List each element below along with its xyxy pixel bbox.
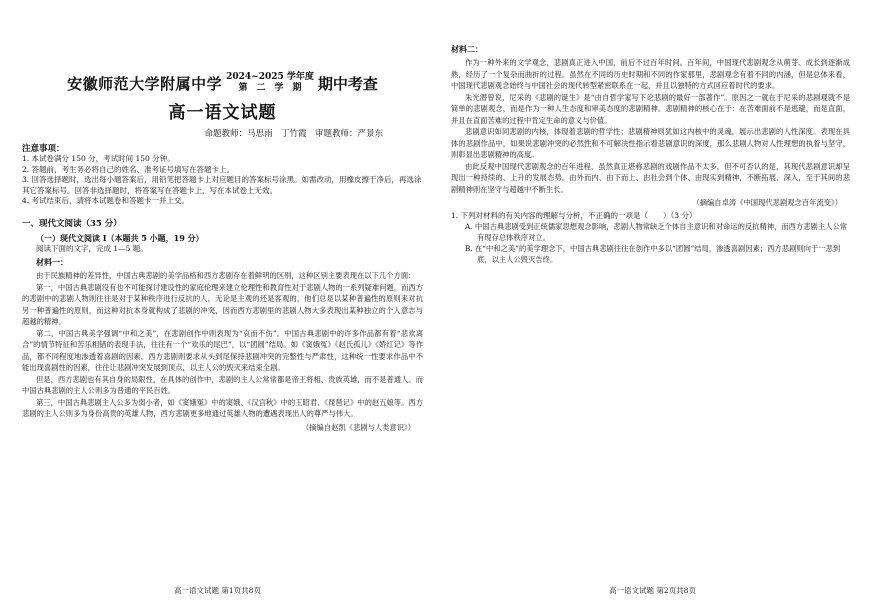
exam-header xyxy=(22,72,423,94)
section-heading: 一、现代文阅读（35 分） xyxy=(22,218,122,229)
paragraph: 作为一种外来的文学观念，悲剧真正进入中国，前后不过百年时间。百年间，中国现代悲剧观念从萌芽、成长到逐渐成熟，经历了一个复杂而曲折的过程。虽然在不同的历史时期和不同的作家那里，悲剧观念有着不同的内涵，但是总体来看，中国现代悲剧观念始终与中国社会的现代转型紧密联系在一起，并且以独特的方式回应着时代的要求。 xyxy=(451,58,850,90)
academic-year: 2024~2025 学年度 xyxy=(226,72,314,82)
notice-4: 4. 考试结束后，请将本试题卷和答题卡一并上交。 xyxy=(22,196,190,205)
paragraph: 第一，中国古典悲剧没有也不可能探讨建设性的家庭伦理来建立伦理性和教育性对于悲剧人物的一系列疑难问题，而西方的悲剧中的悲剧人物则往往是对于某种秩序进行反抗的人，无论是主观的还是客观的，他们总是以某种普遍性的原则来对抗另一种普遍性的原则，而这种对抗本身就构成了悲剧的冲突，因而西方悲剧里的悲剧人物大多表现出某种独立的个人意志与超越的精神。 xyxy=(22,282,423,326)
notice-3: 3. 回答选择题时，选出每小题答案后，用铅笔把答题卡上对应题目的答案标号涂黑。如需改动，用橡皮擦干净后，再选涂其它答案标号。回答非选择题时，将答案写在答题卡上，写在本试卷上无效。 xyxy=(22,175,422,195)
page-title: 高一语文试题 xyxy=(168,103,277,123)
notice-2: 2. 答题前，考生务必将自己的姓名、准考证号填写在答题卡上。 xyxy=(22,164,235,174)
paragraph: 但是，西方悲剧也有其自身的局限性，在具体的创作中，悲剧的主人公常常都是帝王将相、贵族英雄，而不是普通人。而中国古典悲剧的主人公则多为普通的平民百姓。 xyxy=(22,374,423,395)
paragraph: 朱光潜曾说，尼采的《悲剧的诞生》是“由自哲学家写下论悲剧的最好一部著作”。原因之一就在于尼采的悲剧观就不是简单的悲剧观念，而是作为一种人生态度和审美态度的悲剧精神。悲剧精神的核心在于：在苦难面前不是逃避，而是直面，并且在直面苦难的过程中肯定生命的意义与价值。 xyxy=(451,92,850,125)
page-right xyxy=(435,0,870,602)
option-a: A. 中国古典悲剧受到正统儒家思想观念影响，悲剧人物常缺乏个体自主意识和对命运的反抗精神，而西方悲剧主人公常有现存总体秩序对立。 xyxy=(465,222,848,242)
question-1: 1. 下列对材料的有关内容的理解与分析，不正确的一项是（ ）（3 分） xyxy=(451,211,697,220)
term: 第 二 学 期 xyxy=(238,83,302,93)
source-citation: （摘编自赵凯《悲剧与人类意识》） xyxy=(301,422,415,432)
year-block xyxy=(226,72,314,94)
material-label: 材料二： xyxy=(451,44,483,54)
instruction: 阅读下面的文字，完成 1—5 题。 xyxy=(36,243,148,253)
notice-heading: 注意事项： xyxy=(22,144,65,154)
teacher-info: 命题教师：马思雨 丁竹霞 审题教师：严景东 xyxy=(204,129,383,139)
material-label: 材料一： xyxy=(36,257,68,267)
paragraph: 第三，中国古典悲剧主人公多为弱小者，如《窦娥冤》中的窦娥、《汉宫秋》中的王昭君、《琵琶记》中的赵五娘等。西方悲剧的主人公则多为身份高贵的英雄人物，西方悲剧更多地通过英雄人物的遭遇表现出人的尊严与伟大。 xyxy=(22,397,423,418)
option-b: B. 在“中和之美”的美学理念下，中国古典悲剧往往在创作中多以“团圆”结局，渗透喜剧因素；西方悲剧则向于一悲到底，以主人公毁灭告终。 xyxy=(465,244,841,264)
paragraph: 由于民族精神的差异性，中国古典悲剧的美学品格和西方悲剧存在着鲜明的区别，这种区别主要表现在以下几个方面： xyxy=(36,271,416,280)
exam-name: 期中考查 xyxy=(317,74,378,93)
page-footer: 高一语文试题 第1页共8页 xyxy=(174,586,261,595)
paragraph: 由此反观中国现代悲剧观念的百年进程，虽然真正堪称悲剧的戏剧作品不太多，但不可否认的是，其现代悲剧意识却呈现出一种持续的、上升的发展态势。由外而内、由下而上、由社会到个体、由现实到精神，不断拓展、深入，至于其间的悲剧精神则在坚守与超越中不断生长。 xyxy=(451,161,850,194)
paragraph: 悲剧意识如同悲剧的内核，体现着悲剧的哲学性；悲剧精神则犹如这内核中的灵魂，展示出悲剧的人性深度。表现在具体的悲剧作品中，如果说悲剧冲突的必然性和不可解决性指示着悲剧意识的深度，那么悲剧人物对人性理想的执着与坚守，则彰显出悲剧精神的高度。 xyxy=(451,127,850,159)
page-footer: 高一语文试题 第2页共8页 xyxy=(609,586,696,595)
paragraph: 第二，中国古典美学强调“中和之美”，在悲剧创作中则表现为“哀而不伤”。中国古典悲剧中的许多作品都有着“悲欢离合”的情节特征和苦乐相错的表现手法，往往有一个“欢乐的尾巴”，以“团圆”结局。如《窦娥冤》《赵氏孤儿》《娇红记》等作品，都不同程度地渗透着喜剧的因素。西方悲剧则要求从头到尾保持悲剧冲突的完整性与严肃性，这种统一性要求作品中不能出现喜剧性的因素，往往让悲剧冲突发展到顶点，以主人公的毁灭来结束全剧。 xyxy=(22,328,423,372)
school-name: 安徽师范大学附属中学 xyxy=(67,74,223,93)
notice-1: 1. 本试卷满分 150 分，考试时间 150 分钟。 xyxy=(22,154,175,163)
subsection-heading: （一）现代文阅读 I（本题共 5 小题，19 分） xyxy=(36,232,204,243)
source-citation: （摘编自卓涛《中国现代悲剧观念百年流变》） xyxy=(692,198,842,207)
